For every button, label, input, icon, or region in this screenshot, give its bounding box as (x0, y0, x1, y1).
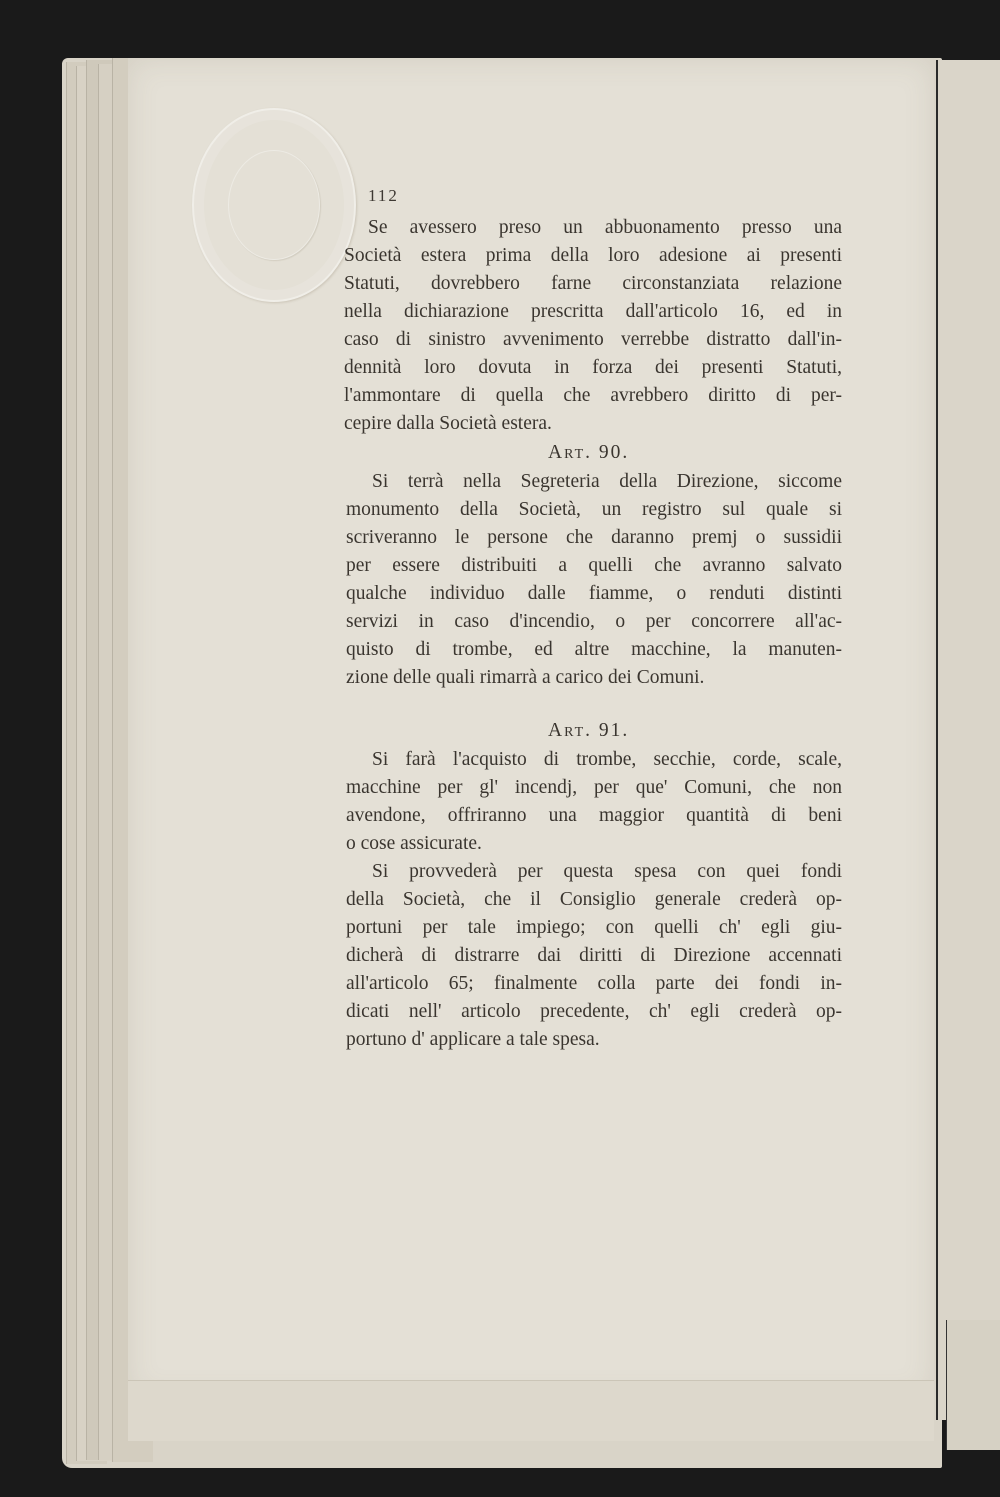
text-line: qualche individuo dalle fiamme, o renduti distinti (346, 583, 842, 604)
text-line: all'articolo 65; finalmente colla parte dei fondi in- (346, 973, 842, 994)
text-line: quisto di trombe, ed altre macchine, la manuten- (346, 639, 842, 660)
page-number: 112 (368, 186, 399, 205)
text-line: portuni per tale impiego; con quelli ch' egli giu- (346, 917, 842, 938)
page-lower-edge (128, 1380, 934, 1441)
text-line: Società estera prima della loro adesione ai presenti (344, 245, 842, 266)
text-line: dicati nell' articolo precedente, ch' egli crederà op- (346, 1001, 842, 1022)
text-line: macchine per gl' incendj, per que' Comuni, che non (346, 777, 842, 798)
article-heading: Art. 90. (548, 442, 630, 463)
text-line: caso di sinistro avvenimento verrebbe distratto dall'in- (344, 329, 842, 350)
text-line: Si provvederà per questa spesa con quei fondi (372, 861, 842, 882)
article-heading: Art. 91. (548, 720, 630, 741)
text-line: o cose assicurate. (346, 833, 482, 854)
text-line: dicherà di distrarre dai diritti di Direzione accennati (346, 945, 842, 966)
text-line: cepire dalla Società estera. (344, 413, 552, 434)
text-line: portuno d' applicare a tale spesa. (346, 1029, 600, 1050)
text-line: avendone, offriranno una maggior quantità di beni (346, 805, 842, 826)
text-line: nella dichiarazione prescritta dall'articolo 16, ed in (344, 301, 842, 322)
text-line: Statuti, dovrebbero farne circonstanziata relazione (344, 273, 842, 294)
text-line: monumento della Società, un registro sul quale si (346, 499, 842, 520)
facing-page (936, 60, 1000, 1420)
text-line: l'ammontare di quella che avrebbero diritto di per- (344, 385, 842, 406)
text-line: scriveranno le persone che daranno premj o sussidii (346, 527, 842, 548)
text-line: servizi in caso d'incendio, o per concorrere all'ac- (346, 611, 842, 632)
text-line: della Società, che il Consiglio generale crederà op- (346, 889, 842, 910)
text-line: per essere distribuiti a quelli che avranno salvato (346, 555, 842, 576)
text-line: zione delle quali rimarrà a carico dei Comuni. (346, 667, 705, 688)
text-line: Si terrà nella Segreteria della Direzione, siccome (372, 471, 842, 492)
facing-page-lower (946, 1320, 1000, 1450)
text-line: Si farà l'acquisto di trombe, secchie, corde, scale, (372, 749, 842, 770)
text-line: dennità loro dovuta in forza dei presenti Statuti, (344, 357, 842, 378)
text-line: Se avessero preso un abbuonamento presso una (368, 217, 842, 238)
embossed-seal-inner (228, 150, 320, 260)
